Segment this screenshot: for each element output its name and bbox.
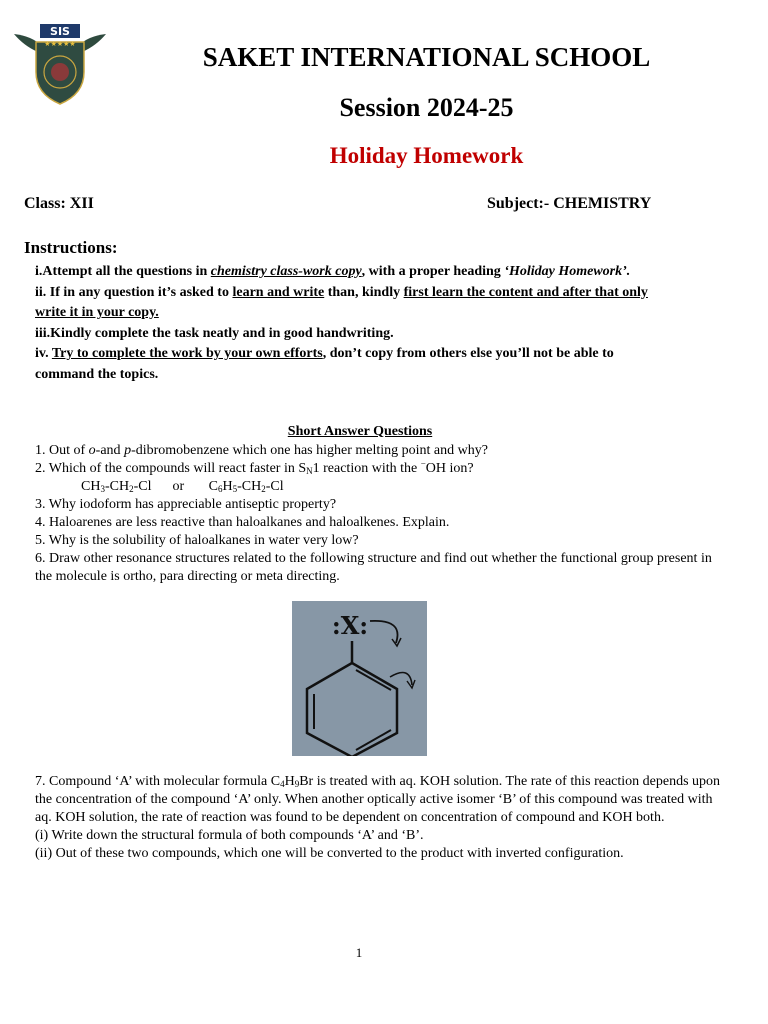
questions-list	[35, 442, 725, 586]
question-text: -and	[95, 443, 125, 458]
instruction-1	[35, 262, 675, 283]
question-text: 7. Compound ‘A’ with molecular formula C	[35, 774, 281, 789]
instruction-4	[35, 344, 675, 385]
formula-text: H	[222, 479, 233, 494]
question-4: 4. Haloarenes are less reactive than haloalkanes and haloalkenes. Explain.	[35, 515, 450, 530]
question-text: 1. Out of	[35, 443, 89, 458]
atom-label: :X:	[331, 611, 369, 640]
session-title: Session 2024-25	[339, 93, 514, 122]
instructions-list	[35, 262, 675, 386]
question-5: 5. Why is the solubility of haloalkanes in water very low?	[35, 533, 359, 548]
question-text: OH ion?	[425, 461, 474, 476]
question-text: p	[124, 443, 132, 458]
subscript: 9	[294, 779, 300, 789]
instruction-text: iv.	[35, 346, 52, 362]
subscript: 6	[217, 484, 223, 494]
page-number: 1	[355, 945, 363, 960]
question-text: H	[284, 774, 295, 789]
question-text: o	[88, 443, 96, 458]
question-2	[35, 460, 725, 478]
formula-text: -Cl	[265, 479, 284, 494]
question-7-part-i: (i) Write down the structural formula of both compounds ‘A’ and ‘B’.	[35, 828, 424, 843]
question-text: Br is treated with aq. KOH solution. The rate of this reaction depends upon the concentration of the compound ‘A’ only. When another optically active isomer ‘B’ of this compound was treated with aq. KOH solution, the rate of reaction was found to be dependent on concentration of compound and KOH both.	[35, 774, 721, 825]
instruction-text: i.Attempt all the questions in	[35, 264, 211, 279]
subject-label: Subject:- CHEMISTRY	[487, 195, 652, 212]
instruction-text: ii. If in any question it’s asked to	[35, 284, 233, 300]
subscript: 5	[232, 484, 238, 494]
instruction-3: iii.Kindly complete the task neatly and in good handwriting.	[35, 325, 394, 341]
class-label: Class: XII	[24, 195, 94, 212]
resonance-structure-figure	[292, 601, 427, 756]
subscript: 2	[129, 484, 134, 494]
question-3: 3. Why iodoform has appreciable antiseptic property?	[35, 497, 337, 512]
instruction-text: , don’t copy from others else you’ll not be able to command the topics.	[35, 346, 614, 382]
question-7-part-ii: (ii) Out of these two compounds, which one will be converted to the product with inverted configuration.	[35, 846, 624, 861]
question-6: 6. Draw other resonance structures related to the following structure and find out whether the functional group present in the molecule is ortho, para directing or meta directing.	[35, 551, 712, 584]
superscript: −	[420, 458, 426, 469]
homework-heading: Holiday Homework	[329, 143, 524, 168]
formula-text: -Cl or C	[133, 479, 218, 494]
instruction-emphasis: Try to complete the work by your own efforts	[51, 346, 323, 362]
instruction-emphasis: ‘Holiday Homework’.	[504, 264, 631, 279]
formula-text: -CH	[237, 479, 262, 494]
instruction-2	[35, 283, 675, 324]
formula-text: CH	[81, 479, 101, 494]
question-text: 1 reaction with the	[312, 461, 421, 476]
subscript: N	[306, 466, 313, 476]
question-text: 2. Which of the compounds will react faster in S	[35, 461, 307, 476]
instruction-text: than, kindly	[324, 284, 404, 300]
subscript: 3	[100, 484, 105, 494]
instructions-heading: Instructions:	[24, 238, 118, 257]
instruction-emphasis: learn and write	[232, 284, 325, 300]
school-name: SAKET INTERNATIONAL SCHOOL	[202, 42, 651, 72]
question-2-options	[35, 478, 725, 496]
instruction-emphasis: first learn the content and after that only write it in your copy.	[35, 284, 648, 321]
section-title: Short Answer Questions	[287, 424, 433, 439]
question-1	[35, 442, 725, 460]
subscript: 4	[280, 779, 285, 789]
question-7	[35, 773, 725, 863]
instruction-text: , with a proper heading	[361, 264, 505, 279]
subscript: 2	[261, 484, 266, 494]
question-7-body	[35, 773, 725, 827]
svg-text:★★★★★: ★★★★★	[44, 40, 76, 48]
question-text: -dibromobenzene which one has higher melting point and why?	[131, 443, 488, 458]
svg-text:SIS: SIS	[50, 25, 70, 38]
instruction-emphasis: chemistry class-work copy	[210, 264, 362, 279]
formula-text: -CH	[104, 479, 130, 494]
